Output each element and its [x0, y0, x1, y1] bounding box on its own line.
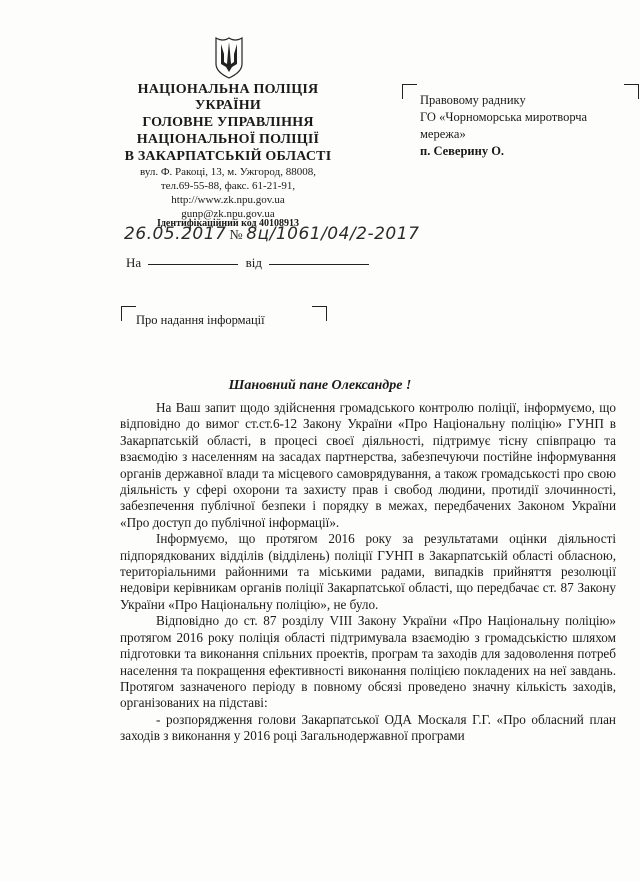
- recipient-name: п. Северину О.: [420, 144, 505, 158]
- ref-number-blank: [148, 264, 238, 265]
- body-paragraph: - розпорядження голови Закарпатської ОДА Москаля Г.Г. «Про обласний план заходів з виконання у 2016 році Загальнодержавної програми: [120, 711, 616, 744]
- email-line: gunp@zk.npu.gov.ua: [181, 208, 275, 220]
- letter-body: [120, 400, 616, 745]
- reference-line: [126, 255, 373, 271]
- recipient-org-cont: мережа»: [420, 127, 466, 141]
- subject-line: Про надання інформації: [136, 313, 265, 327]
- org-name-line: ГОЛОВНЕ УПРАВЛІННЯ: [142, 115, 314, 130]
- website-line: http://www.zk.npu.gov.ua: [171, 194, 285, 206]
- body-paragraph: Відповідно до ст. 87 розділу VIII Закону України «Про Національну поліцію» протягом 2016 року поліція області підтримувала взаємодію з громадськістю шляхом підготовки та виконання спільних проектів, програм та заходів для задоволення потреб населення та покращення ефективності виконання поліцією покладених на неї завдань. Протягом зазначеного періоду в повному обсязі проведено значну кількість заходів, організованих на підставі:: [120, 613, 616, 711]
- body-paragraph: Інформуємо, що протягом 2016 року за результатами оцінки діяльності підпорядкованих відділів (відділень) поліції ГУНП в Закарпатській області обласною, територіальними районними та міськими радами, випадків прийняття резолюції недовіри керівникам органів поліції Закарпатської області, що передбачає ст. 87 Закону України «Про Національну поліцію», не було.: [120, 531, 616, 612]
- registration-number: 8ц/1061/04/2-2017: [246, 224, 420, 244]
- org-name-line: УКРАЇНИ: [195, 98, 261, 113]
- org-name-line: НАЦІОНАЛЬНА ПОЛІЦІЯ: [137, 82, 319, 97]
- recipient-org: ГО «Чорноморська миротворча: [420, 110, 588, 124]
- recipient-bracket-top-right: [624, 84, 639, 99]
- subject-bracket-left: [121, 306, 136, 321]
- from-label: від: [245, 255, 263, 270]
- registration-date: 26.05.2017: [124, 224, 227, 244]
- recipient-title: Правовому раднику: [420, 93, 526, 107]
- recipient-block: [420, 92, 587, 160]
- on-label: На: [126, 255, 142, 270]
- greeting: Шановний пане Олександре !: [228, 378, 412, 393]
- body-paragraph: На Ваш запит щодо здійснення громадського контролю поліції, інформуємо, що відповідно до вимог ст.ст.6-12 Закону України «Про Національну поліцію» ГУНП в Закарпатській області, в процесі своєї діяльності, підтримує тісну співпрацю та взаємодію з населенням на засадах партнерства, забезпечуючи постійне інформування органів державної влади та місцевого самоврядування, а також громадськості про свою діяльність у сфері охорони та захисту прав і свобод людини, протидії злочинності, забезпечення публічної безпеки і порядку в межах, передбачених Законом України «Про доступ до публічної інформації».: [120, 400, 616, 530]
- ref-date-blank: [269, 264, 369, 265]
- number-label: №: [229, 228, 244, 243]
- id-code-line: Ідентифікаційний код 40108913: [156, 218, 300, 229]
- registration-handwritten: [124, 224, 419, 244]
- org-name-line: В ЗАКАРПАТСЬКІЙ ОБЛАСТІ: [124, 149, 332, 164]
- org-name-line: НАЦІОНАЛЬНОЇ ПОЛІЦІЇ: [136, 132, 320, 147]
- phone-line: тел.69-55-88, факс. 61-21-91,: [160, 180, 296, 192]
- recipient-bracket-top-left: [402, 84, 417, 99]
- address-line: вул. Ф. Ракоці, 13, м. Ужгород, 88008,: [140, 166, 316, 178]
- subject-bracket-right: [312, 306, 327, 321]
- trident-coat-of-arms-icon: [214, 34, 244, 80]
